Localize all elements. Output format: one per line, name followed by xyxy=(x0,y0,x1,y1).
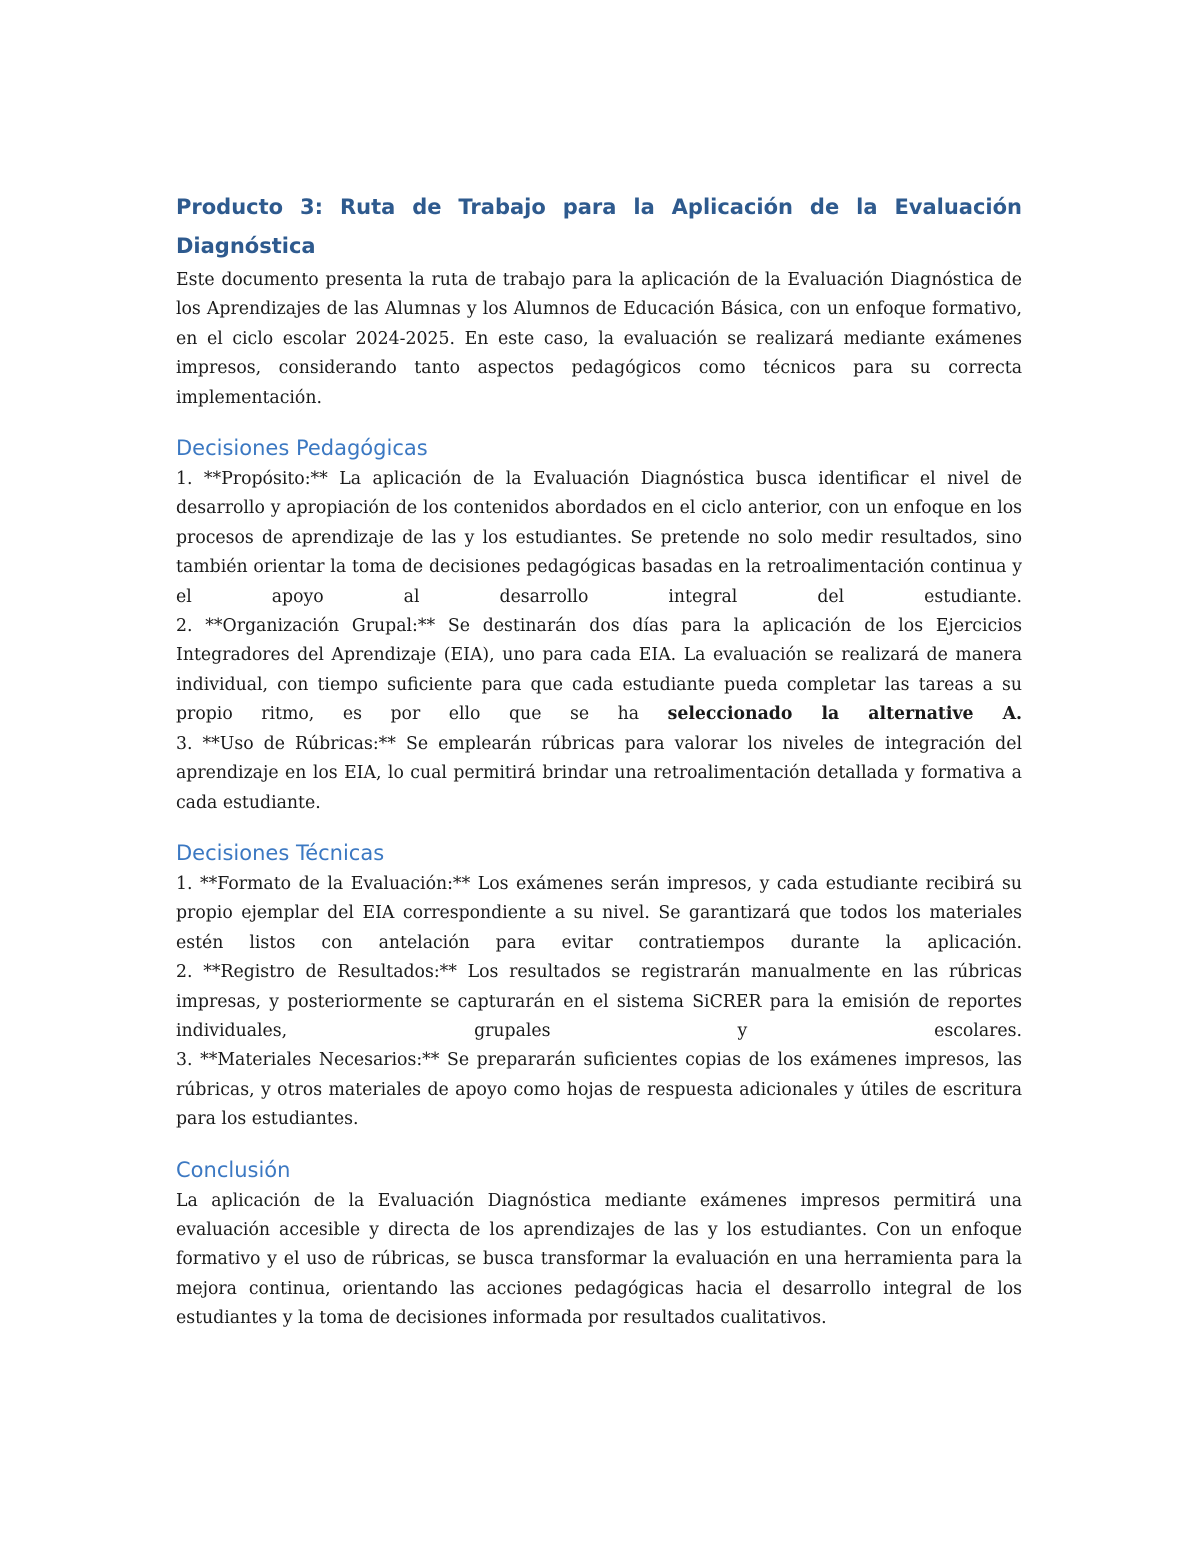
document-title: Producto 3: Ruta de Trabajo para la Aplicación de la Evaluación Diagnóstica xyxy=(176,195,1022,258)
tecnicas-item-1: 1. **Formato de la Evaluación:** Los exámenes serán impresos, y cada estudiante recibirá su propio ejemplar del EIA correspondiente a su nivel. Se garantizará que todos los materiales estén listos con antelación para evitar contratiempos durante la aplicación. xyxy=(176,873,1022,953)
pedagogicas-item-1: 1. **Propósito:** La aplicación de la Evaluación Diagnóstica busca identificar el nivel de desarrollo y apropiación de los contenidos abordados en el ciclo anterior, con un enfoque en los procesos de aprendizaje de las y los estudiantes. Se pretende no solo medir resultados, sino también orientar la toma de decisiones pedagógicas basadas en la retroalimentación continua y el apoyo al desarrollo integral del estudiante. xyxy=(176,469,1022,607)
tecnicas-item-2: 2. **Registro de Resultados:** Los resultados se registrarán manualmente en las rúbricas impresas, y posteriormente se capturarán en el sistema SiCRER para la emisión de reportes individuales, grupales y escolares. xyxy=(176,962,1022,1041)
pedagogicas-item-2-bold: seleccionado la alternative A. xyxy=(667,704,1022,725)
section-heading-tecnicas: Decisiones Técnicas xyxy=(176,840,385,865)
section-heading-conclusion: Conclusión xyxy=(176,1157,291,1182)
pedagogicas-item-3: 3. **Uso de Rúbricas:** Se emplearán rúbricas para valorar los niveles de integración del aprendizaje en los EIA, lo cual permitirá brindar una retroalimentación detallada y formativa a cada estudiante. xyxy=(176,733,1022,813)
pedagogicas-item-2 xyxy=(176,612,1022,730)
pedagogicas-item-2-text: 2. **Organización Grupal:** Se destinarán dos días para la aplicación de los Ejercicios Integradores del Aprendizaje (EIA), uno para cada EIA. La evaluación se realizará de manera individual, con tiempo suficiente para que cada estudiante pueda completar las tareas a su propio ritmo, es por ello que se ha xyxy=(176,616,1022,725)
tecnicas-item-3: 3. **Materiales Necesarios:** Se prepararán suficientes copias de los exámenes impresos, las rúbricas, y otros materiales de apoyo como hojas de respuesta adicionales y útiles de escritura para los estudiantes. xyxy=(176,1050,1022,1130)
intro-paragraph: Este documento presenta la ruta de trabajo para la aplicación de la Evaluación Diagnóstica de los Aprendizajes de las Alumnas y los Alumnos de Educación Básica, con un enfoque formativo, en el ciclo escolar 2024-2025. En este caso, la evaluación se realizará mediante exámenes impresos, considerando tanto aspectos pedagógicos como técnicos para su correcta implementación. xyxy=(176,270,1022,408)
conclusion-paragraph: La aplicación de la Evaluación Diagnóstica mediante exámenes impresos permitirá una evaluación accesible y directa de los aprendizajes de las y los estudiantes. Con un enfoque formativo y el uso de rúbricas, se busca transformar la evaluación en una herramienta para la mejora continua, orientando las acciones pedagógicas hacia el desarrollo integral de los estudiantes y la toma de decisiones informada por resultados cualitativos. xyxy=(176,1190,1022,1329)
document-body xyxy=(176,188,1022,1334)
section-heading-pedagogicas: Decisiones Pedagógicas xyxy=(176,436,428,461)
